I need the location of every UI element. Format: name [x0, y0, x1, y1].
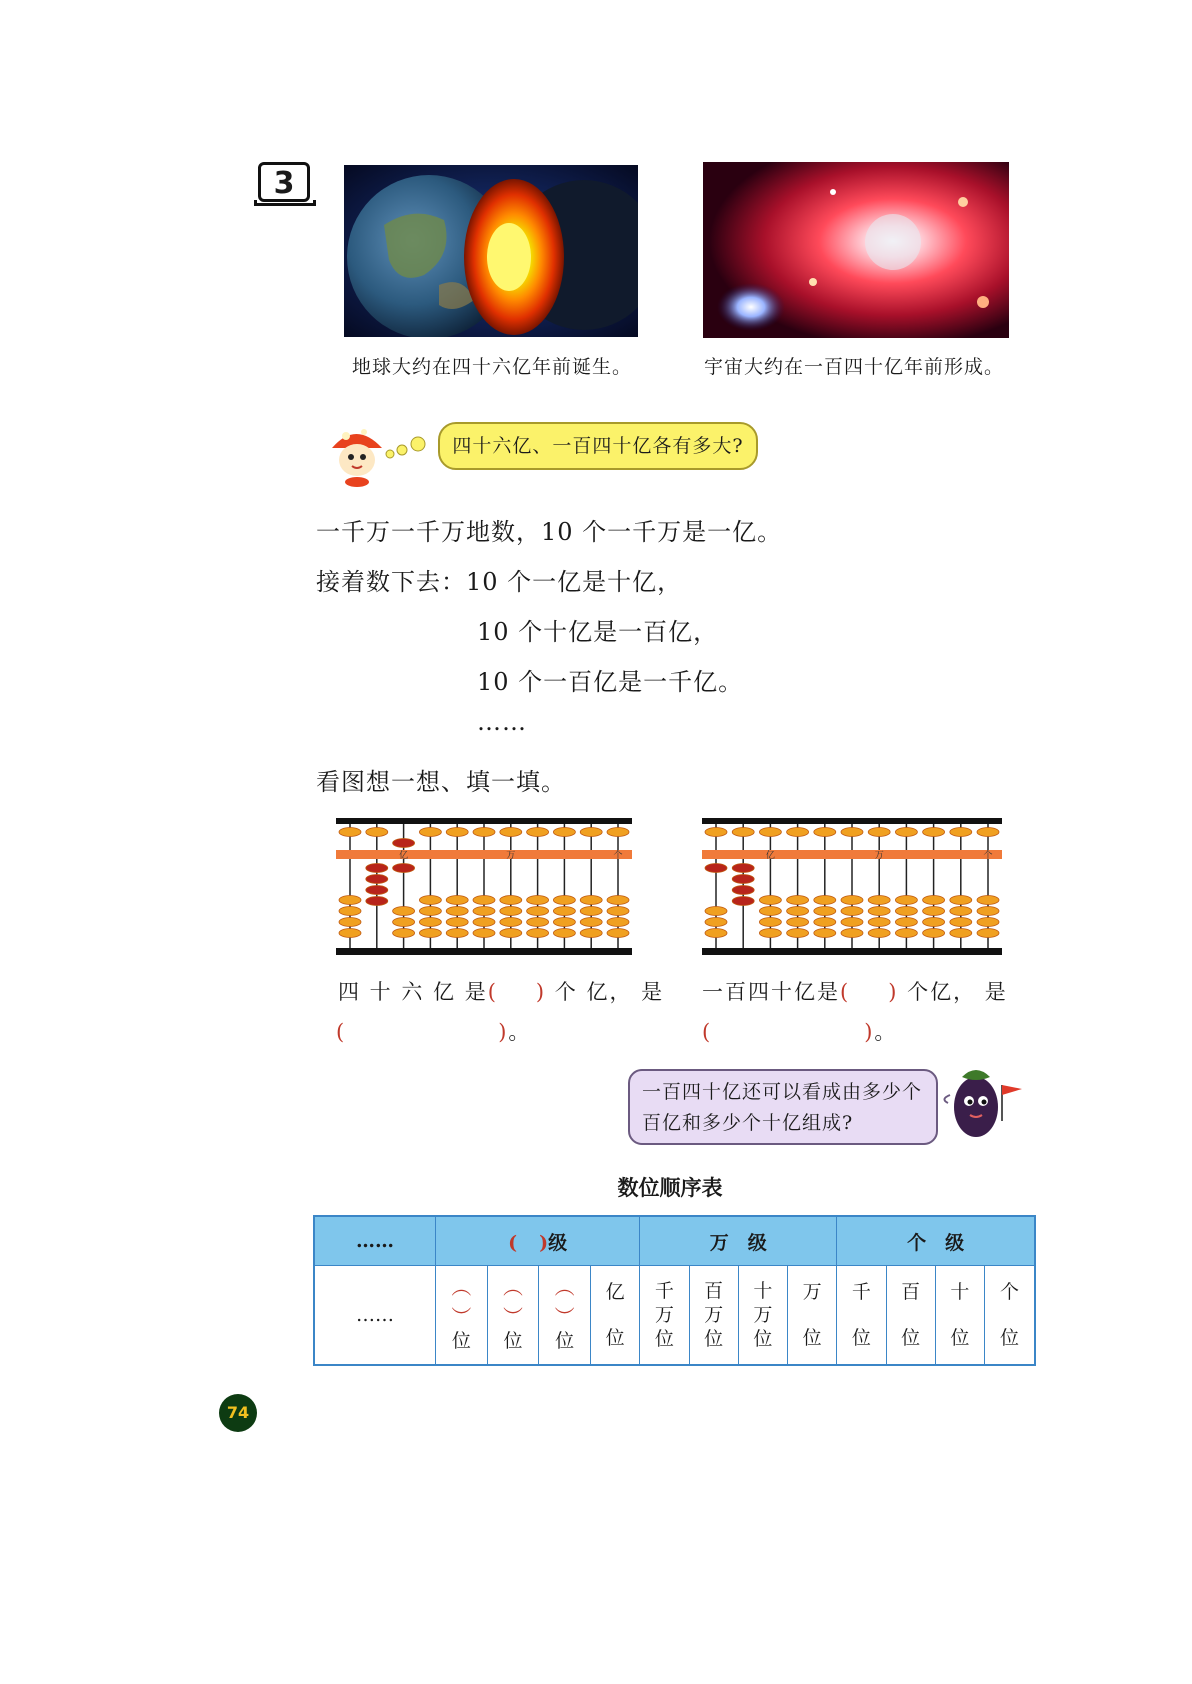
abacus-bead: [950, 907, 972, 916]
char: 十: [753, 1280, 773, 1302]
abacus-bead: [607, 929, 629, 938]
abacus-bead: [473, 828, 495, 837]
blank-col-1[interactable]: [436, 1266, 488, 1366]
head-yi-suffix: 级: [548, 1231, 568, 1254]
blank-col-2[interactable]: [487, 1266, 539, 1366]
abacus-top-frame: [702, 818, 1002, 824]
char: 万: [704, 1304, 724, 1326]
fill-left-text2: 个 亿， 是: [554, 980, 665, 1004]
abacus-bead: [841, 929, 863, 938]
abacus-bead: [366, 886, 388, 895]
place-value-table: [313, 1215, 1036, 1366]
abacus-bead: [473, 896, 495, 905]
abacus-bead: [923, 896, 945, 905]
abacus-bead: [841, 918, 863, 927]
abacus-bead: [527, 929, 549, 938]
abacus-bead: [923, 907, 945, 916]
fill-right-close-paren-2: ): [864, 1020, 875, 1044]
fill-left-open-paren: (: [487, 980, 498, 1004]
hint-line-2: 百亿和多少个十亿组成?: [642, 1112, 854, 1134]
abacus-bead: [527, 918, 549, 927]
abacus-bead: [705, 864, 727, 873]
abacus-bead: [950, 828, 972, 837]
abacus-bead: [553, 828, 575, 837]
mushroom-mascot-icon: [326, 420, 436, 490]
abacus-bead: [473, 907, 495, 916]
abacus-bead: [500, 828, 522, 837]
head-yi-open: (: [508, 1231, 518, 1254]
abacus-bead: [607, 907, 629, 916]
blank-bottom-mark: ︶: [451, 1305, 472, 1329]
page-number: 74: [219, 1394, 257, 1432]
abacus-bead: [868, 929, 890, 938]
abacus-bead: [759, 896, 781, 905]
char: 万: [654, 1304, 674, 1326]
fill-right-text2: 个亿， 是: [907, 980, 1008, 1004]
example-number-badge: 3: [258, 162, 310, 202]
blank-col-3[interactable]: [539, 1266, 591, 1366]
abacus-bead: [787, 918, 809, 927]
abacus-bead: [759, 828, 781, 837]
abacus-rod-label: 万: [874, 851, 884, 861]
text-line-4: 10 个一百亿是一千亿。: [477, 668, 744, 696]
abacus-bead: [473, 929, 495, 938]
abacus-bead: [580, 896, 602, 905]
abacus-bead: [419, 907, 441, 916]
abacus-bead: [705, 907, 727, 916]
text-line-1: 一千万一千万地数，10 个一千万是一亿。: [316, 518, 783, 546]
char: 位: [950, 1327, 970, 1349]
char: 万: [753, 1304, 773, 1326]
abacus-bead: [977, 907, 999, 916]
abacus-bead: [950, 918, 972, 927]
head-yi-close: ): [539, 1231, 549, 1254]
char: 百: [704, 1280, 724, 1302]
char: 位: [753, 1328, 773, 1350]
fill-left-close-paren: ): [535, 980, 547, 1004]
abacus-bead: [419, 828, 441, 837]
table-body-row: [314, 1266, 1035, 1366]
char: 位: [802, 1327, 822, 1349]
prompt-text: 看图想一想、填一填。: [316, 768, 566, 796]
abacus-bottom-frame: [336, 948, 632, 955]
abacus-bead: [950, 929, 972, 938]
universe-image: [703, 162, 1009, 338]
text-line-3: 10 个十亿是一百亿，: [477, 618, 719, 646]
abacus-bead: [393, 864, 415, 873]
abacus-bead: [500, 918, 522, 927]
char: 位: [654, 1328, 674, 1350]
table-title: 数位顺序表: [617, 1176, 723, 1200]
abacus-bead: [419, 929, 441, 938]
abacus-top-frame: [336, 818, 632, 824]
abacus-bead: [732, 875, 754, 884]
abacus-bead: [527, 907, 549, 916]
shi-col: [935, 1266, 984, 1366]
fill-left-close-paren-2: ): [498, 1020, 509, 1044]
abacus-bead: [339, 907, 361, 916]
abacus-bead: [339, 828, 361, 837]
abacus-bead: [841, 896, 863, 905]
abacus-rod-label: 个: [613, 851, 623, 861]
abacus-rod-label: 亿: [399, 851, 409, 861]
abacus-beam: [336, 850, 632, 859]
abacus-bead: [923, 828, 945, 837]
abacus-bead: [923, 929, 945, 938]
blank-bottom-mark: ︶: [503, 1305, 523, 1329]
abacus-bead: [553, 896, 575, 905]
wei-label: 位: [451, 1330, 471, 1352]
abacus-beam: [702, 850, 1002, 859]
eggplant-mascot-icon: [940, 1055, 1032, 1147]
abacus-bead: [366, 897, 388, 906]
abacus-bead: [977, 929, 999, 938]
wei-label: 位: [503, 1330, 523, 1352]
abacus-bead: [419, 918, 441, 927]
abacus-bead: [393, 839, 415, 848]
abacus-bead: [868, 828, 890, 837]
abacus-rod-label: 亿: [765, 851, 775, 861]
text-line-2: 接着数下去：10 个一亿是十亿，: [316, 568, 683, 596]
question-bubble: 四十六亿、一百四十亿各有多大?: [438, 422, 758, 470]
abacus-bead: [977, 828, 999, 837]
abacus-bead: [705, 918, 727, 927]
fill-right-text1: 一百四十亿是: [702, 980, 840, 1004]
char: 位: [1000, 1327, 1020, 1349]
abacus-bead: [787, 896, 809, 905]
abacus-bead: [446, 896, 468, 905]
char: 千: [654, 1280, 674, 1302]
abacus-bead: [759, 918, 781, 927]
body-dots: ……: [314, 1266, 436, 1366]
table-head-row: [314, 1216, 1035, 1266]
abacus-bead: [580, 828, 602, 837]
abacus-bead: [393, 918, 415, 927]
fill-right-close-paren: ): [888, 980, 899, 1004]
abacus-bead: [977, 896, 999, 905]
abacus-bead: [339, 896, 361, 905]
text-ellipsis: ……: [477, 708, 527, 736]
abacus-bead: [759, 929, 781, 938]
shiwan-col: [738, 1266, 787, 1366]
head-dots: ……: [314, 1216, 436, 1266]
char: 千: [851, 1281, 871, 1303]
fill-left-open-paren-2: (: [336, 1020, 347, 1044]
abacus-bead: [787, 907, 809, 916]
head-ge-level: 个 级: [837, 1216, 1035, 1266]
blank-top-mark: ︵: [554, 1275, 575, 1299]
char: 位: [901, 1327, 921, 1349]
abacus-bead: [814, 907, 836, 916]
fill-right-line2: [702, 1016, 897, 1046]
fill-left-text1: 四 十 六 亿 是: [338, 980, 488, 1004]
blank-top-mark: ︵: [451, 1275, 472, 1299]
char: 百: [901, 1281, 921, 1303]
abacus-bead: [339, 918, 361, 927]
qianwan-col: [640, 1266, 689, 1366]
abacus-bead: [366, 828, 388, 837]
abacus-bead: [895, 929, 917, 938]
book-icon: [254, 200, 316, 206]
abacus-bead: [977, 918, 999, 927]
abacus-bead: [732, 886, 754, 895]
blank-bottom-mark: ︶: [554, 1305, 575, 1329]
fill-right-line1: [702, 976, 1008, 1006]
abacus-bead: [366, 864, 388, 873]
abacus-bead: [841, 828, 863, 837]
abacus-bead: [895, 896, 917, 905]
abacus-bead: [553, 907, 575, 916]
head-yi-level: [436, 1216, 640, 1266]
abacus-bead: [446, 907, 468, 916]
abacus-bead: [868, 907, 890, 916]
abacus-bead: [446, 918, 468, 927]
universe-caption: 宇宙大约在一百四十亿年前形成。: [704, 356, 1005, 378]
char: 位: [851, 1327, 871, 1349]
abacus-bottom-frame: [702, 948, 1002, 955]
wei-label: 位: [555, 1330, 575, 1352]
abacus-bead: [814, 896, 836, 905]
abacus-bead: [527, 828, 549, 837]
wan-col: [788, 1266, 837, 1366]
hint-bubble: [628, 1069, 938, 1145]
ge-col: [985, 1266, 1035, 1366]
abacus-bead: [732, 828, 754, 837]
char: 个: [1000, 1281, 1020, 1303]
abacus-bead: [446, 828, 468, 837]
abacus-bead: [607, 828, 629, 837]
fill-left-line1: [338, 976, 664, 1006]
abacus-bead: [814, 828, 836, 837]
abacus-bead: [705, 828, 727, 837]
abacus-bead: [527, 896, 549, 905]
abacus-bead: [868, 918, 890, 927]
abacus-bead: [580, 918, 602, 927]
abacus-bead: [787, 828, 809, 837]
abacus-bead: [500, 896, 522, 905]
abacus-bead: [787, 929, 809, 938]
abacus-bead: [841, 907, 863, 916]
abacus-bead: [500, 907, 522, 916]
abacus-bead: [732, 864, 754, 873]
abacus-bead: [895, 828, 917, 837]
fill-left-line2: [336, 1016, 531, 1046]
abacus-bead: [553, 918, 575, 927]
abacus-bead: [923, 918, 945, 927]
fill-right-open-paren: (: [840, 980, 851, 1004]
bai-col: [886, 1266, 935, 1366]
abacus-rod-label: 个: [983, 851, 993, 861]
abacus-bead: [607, 896, 629, 905]
abacus-bead: [705, 929, 727, 938]
abacus-bead: [895, 907, 917, 916]
char: 万: [802, 1281, 822, 1303]
abacus-bead: [607, 918, 629, 927]
earth-caption: 地球大约在四十六亿年前诞生。: [352, 356, 633, 378]
char: 位: [704, 1328, 724, 1350]
abacus-bead: [950, 896, 972, 905]
abacus-bead: [732, 897, 754, 906]
abacus-bead: [580, 929, 602, 938]
char: 十: [950, 1281, 970, 1303]
abacus-bead: [339, 929, 361, 938]
abacus-bead: [419, 896, 441, 905]
qian-col: [837, 1266, 886, 1366]
abacus-bead: [868, 896, 890, 905]
abacus-bead: [473, 918, 495, 927]
abacus-left: [336, 818, 632, 956]
yi-wei-col: [591, 1266, 640, 1366]
abacus-bead: [500, 929, 522, 938]
hint-line-1: 一百四十亿还可以看成由多少个: [642, 1081, 923, 1103]
char: 位: [605, 1327, 625, 1349]
head-wan-level: 万 级: [640, 1216, 837, 1266]
abacus-bead: [393, 929, 415, 938]
blank-top-mark: ︵: [503, 1275, 523, 1299]
earth-image: [344, 165, 638, 337]
abacus-bead: [895, 918, 917, 927]
abacus-bead: [553, 929, 575, 938]
baiwan-col: [689, 1266, 738, 1366]
abacus-bead: [446, 929, 468, 938]
abacus-bead: [580, 907, 602, 916]
fill-right-end: 。: [874, 1020, 898, 1044]
abacus-bead: [393, 907, 415, 916]
abacus-bead: [366, 875, 388, 884]
abacus-bead: [759, 907, 781, 916]
abacus-right: [702, 818, 1002, 956]
abacus-bead: [814, 918, 836, 927]
abacus-rod-label: 万: [506, 851, 516, 861]
abacus-bead: [814, 929, 836, 938]
fill-left-end: 。: [508, 1020, 532, 1044]
char: 亿: [605, 1281, 625, 1303]
fill-right-open-paren-2: (: [702, 1020, 713, 1044]
